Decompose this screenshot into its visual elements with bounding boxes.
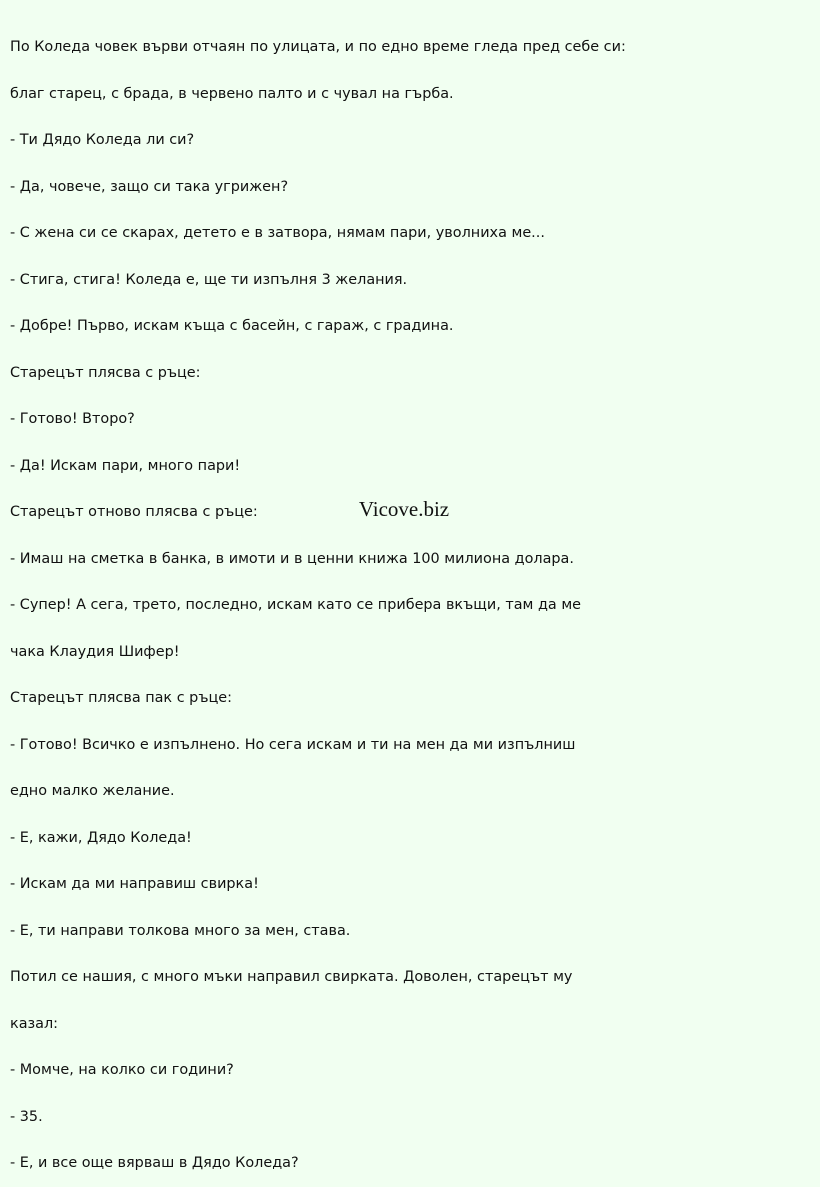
- joke-line: благ старец, с брада, в червено палто и с чувал на гърба.: [10, 85, 454, 102]
- joke-line: Старецът плясва пак с ръце:: [10, 690, 232, 706]
- joke-line: - Ти Дядо Коледа ли си?: [10, 132, 195, 148]
- joke-line: чака Клаудия Шифер!: [10, 643, 180, 660]
- joke-line: Старецът плясва с ръце:: [10, 364, 201, 381]
- joke-line: - Момче, на колко си години?: [10, 1062, 234, 1078]
- joke-line: - Готово! Второ?: [10, 411, 135, 427]
- joke-line: - Да! Искам пари, много пари!: [10, 457, 241, 474]
- joke-line: - 35.: [10, 1108, 43, 1125]
- joke-line: - Супер! А сега, трето, последно, искам като се прибера вкъщи, там да ме: [10, 597, 582, 613]
- joke-line: - Да, човече, защо си така угрижен?: [10, 178, 289, 195]
- joke-line: Старецът отново плясва с ръце:: [10, 504, 258, 520]
- joke-line: - Е, и все още вярваш в Дядо Коледа?: [10, 1155, 299, 1171]
- joke-line: - Добре! Първо, искам къща с басейн, с гараж, с градина.: [10, 318, 454, 334]
- joke-line: - Е, ти направи толкова много за мен, става.: [10, 922, 351, 939]
- site-watermark: Vicove.biz: [358, 497, 450, 521]
- joke-line: - Стига, стига! Коледа е, ще ти изпълня 3 желания.: [10, 271, 408, 288]
- joke-line: - Искам да ми направиш свирка!: [10, 876, 259, 892]
- joke-line: казал:: [10, 1015, 59, 1032]
- joke-line: Потил се нашия, с много мъки направил свирката. Доволен, старецът му: [10, 969, 573, 985]
- joke-line: едно малко желание.: [10, 783, 175, 799]
- joke-line: - Е, кажи, Дядо Коледа!: [10, 829, 192, 846]
- joke-text: [10, 9, 810, 1187]
- joke-line: - Имаш на сметка в банка, в имоти и в ценни книжа 100 милиона долара.: [10, 550, 574, 567]
- joke-line: По Коледа човек върви отчаян по улицата, и по едно време гледа пред себе си:: [10, 39, 626, 55]
- joke-line: - Готово! Всичко е изпълнено. Но сега искам и ти на мен да ми изпълниш: [10, 736, 576, 753]
- joke-line: - С жена си се скарах, детето е в затвора, нямам пари, уволниха ме...: [10, 225, 545, 241]
